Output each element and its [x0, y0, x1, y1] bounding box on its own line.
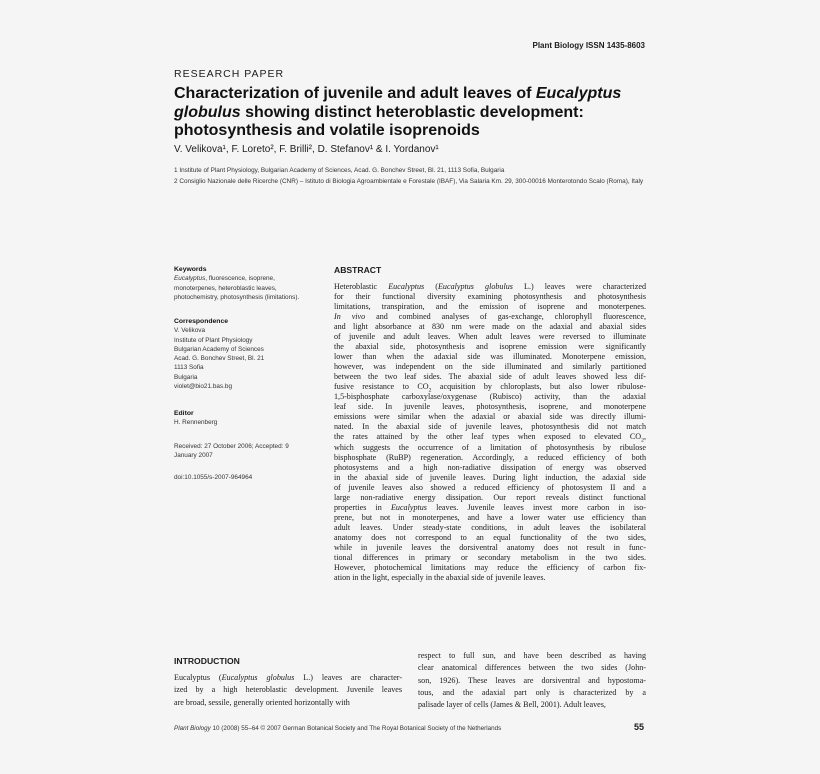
- keyword-text: photochemistry, photosynthesis (limitations).: [174, 293, 300, 301]
- abstract_lines-line: [334, 332, 646, 342]
- footer-run: 10 (2008) 55–64 © 2007 German Botanical Society and The Royal Botanical Society of the Netherlands: [210, 725, 502, 732]
- abstract_lines-line: [334, 372, 646, 382]
- abstract_lines-run: of juvenile leaves also showed a reduced efficiency of photosystem II and a: [334, 482, 646, 492]
- abstract_lines-line: [334, 503, 646, 513]
- abstract_lines-line: [334, 473, 646, 483]
- keyword-text: , fluorescence, isoprene,: [205, 275, 275, 283]
- abstract_lines-run: the abaxial side, photosynthesis and isoprene emission were significantly: [334, 342, 646, 352]
- abstract_lines-line: [334, 312, 646, 322]
- intro_col2-run: respect to full sun, and have been described as having: [418, 651, 646, 660]
- title-species: Eucalyptus globulus: [174, 85, 622, 121]
- abstract_lines-line: [334, 443, 646, 453]
- abstract_lines-line: [334, 292, 646, 302]
- page-number: 55: [634, 722, 645, 732]
- abstract_lines-line: [334, 382, 646, 392]
- abstract_lines-run: limitations, transpiration, and the emission of isoprene and monoterpenes.: [334, 302, 646, 312]
- intro_col1-run: L.) leaves are character-: [294, 673, 403, 682]
- intro_col1-run: are broad, sessile, generally oriented horizontally with: [174, 697, 350, 707]
- abstract_lines-line: [334, 573, 646, 583]
- abstract_lines-run: the rates attained by the other leaf types when exposed to elevated CO: [334, 432, 642, 442]
- abstract_lines-line: [334, 422, 646, 432]
- intro_col2-run: palisade layer of cells (James & Bell, 2001). Adult leaves,: [418, 700, 606, 710]
- abstract_lines-run: and light absorbance at 830 nm were made on the adaxial and abaxial sides: [334, 322, 646, 332]
- abstract_lines-run: ation in the light, especially in the abaxial side of juvenile leaves.: [334, 572, 546, 582]
- abstract_lines-run: tional differences in primary or secondary metabolism in the two sides.: [334, 552, 646, 562]
- correspondence-line: Acad. G. Bonchev Street, Bl. 21: [174, 355, 265, 363]
- intro_col2-run: tous, and the adaxial part only is characterized by a: [418, 687, 646, 697]
- correspondence-line: Bulgarian Academy of Sciences: [174, 345, 264, 353]
- abstract_lines-run: L.) leaves were characterized: [512, 282, 646, 291]
- abstract_lines-run: Heteroblastic: [334, 282, 389, 291]
- abstract_lines-run: adult leaves. Under steady-state conditions, in adult leaves the isobilateral: [334, 522, 646, 532]
- abstract_lines-run: while in juvenile leaves the dorsiventral anatomy does not result in func-: [334, 542, 646, 552]
- section-label: RESEARCH PAPER: [174, 68, 285, 80]
- abstract_lines-run: nated. In the abaxial side of juvenile leaves, photosynthesis did not match: [334, 422, 646, 432]
- abstract_lines-run: acquisition by chloroplasts, but also lower ribulose-: [431, 382, 646, 392]
- correspondence-line: Bulgaria: [174, 373, 198, 381]
- correspondence-list: [174, 326, 324, 391]
- intro_col2-line: [418, 650, 646, 662]
- intro_col2-run: son, 1926). These leaves are dorsiventral and hypostoma-: [418, 675, 646, 685]
- abstract_lines-line: [334, 432, 646, 445]
- editor-heading: Editor: [174, 410, 194, 417]
- correspondence-line: 1113 Sofia: [174, 364, 204, 372]
- intro_col1-line: [174, 672, 402, 684]
- correspondence-block: [174, 317, 324, 391]
- intro-column-1: [174, 672, 402, 709]
- keyword-line: [174, 293, 324, 302]
- editor-block: [174, 409, 324, 428]
- intro_col2-run: clear anatomical differences between the two sides (John-: [418, 663, 646, 673]
- keyword-line: [174, 284, 324, 293]
- correspondence-line: Institute of Plant Physiology: [174, 336, 253, 344]
- affiliation-2: 2 Consiglio Nazionale delle Ricerche (CNR) – Istituto di Biologia Agroambientale e Forestale (IBAF), Via Salaria Km. 29, 300-00016 Monterotondo Scalo (Roma), Italy: [174, 178, 644, 185]
- abstract_lines-line: [334, 352, 646, 362]
- abstract_lines-run: photosystems and a high non-radiative dissipation of energy was observed: [334, 462, 646, 472]
- intro_col1-line: [174, 684, 402, 696]
- abstract_lines-run: emissions were similar when the adaxial or abaxial side was directly illumi-: [334, 412, 646, 422]
- title-part-2: showing distinct heteroblastic development: photosynthesis and volatile isoprenoids: [174, 103, 584, 139]
- received-block: [174, 442, 324, 461]
- abstract_lines-run: however, was independent on the side illuminated and similarly partitioned: [334, 362, 646, 372]
- abstract_lines-line: [334, 453, 646, 463]
- abstract_lines-run: However, photochemical limitations may reduce the efficiency of carbon fix-: [334, 562, 646, 572]
- abstract_lines-line: [334, 392, 646, 402]
- intro_col2-line: [418, 699, 646, 711]
- abstract_lines-run: and combined analyses of gas-exchange, chlorophyll fluorescence,: [365, 312, 646, 322]
- abstract_lines-run: Eucalyptus globulus: [437, 282, 513, 291]
- abstract_lines-line: [334, 513, 646, 523]
- abstract_lines-run: bisphosphate (RuBP) regeneration. Accordingly, a reduced efficiency of both: [334, 452, 646, 462]
- abstract_lines-line: [334, 412, 646, 422]
- abstract_lines-line: [334, 493, 646, 503]
- intro-column-2: [418, 650, 646, 711]
- abstract_lines-run: 2: [641, 438, 644, 445]
- abstract_lines-run: in the abaxial side of juvenile leaves. During light induction, the adaxial side: [334, 472, 646, 482]
- authors: V. Velikova¹, F. Loreto², F. Brilli², D. Stefanov¹ & I. Yordanov¹: [174, 144, 439, 155]
- abstract_lines-run: properties in: [334, 502, 391, 512]
- abstract_lines-line: [334, 342, 646, 352]
- abstract_lines-run: In vivo: [334, 312, 366, 322]
- abstract_lines-line: [334, 553, 646, 563]
- intro_col1-line: [174, 697, 402, 709]
- abstract_lines-run: which suggests the occurrence of a limitation of photosynthesis by ribulose: [334, 442, 646, 452]
- abstract_lines-run: 2: [428, 387, 432, 394]
- keywords-heading: Keywords: [174, 266, 207, 273]
- abstract_lines-run: lower than when the adaxial side was illuminated. Monoterpene emission,: [334, 352, 646, 362]
- abstract_lines-run: between the two leaf sides. The abaxial side of adult leaves showed less dif-: [334, 372, 646, 382]
- abstract_lines-line: [334, 402, 646, 412]
- abstract_lines-run: large non-radiative energy dissipation. Our report reveals distinct functional: [334, 492, 646, 502]
- abstract_lines-line: [334, 322, 646, 332]
- title-part-1: Characterization of juvenile and adult leaves of: [174, 85, 536, 102]
- intro_col1-run: Eucalyptus globulus: [221, 673, 295, 682]
- abstract_lines-run: leaf side. In juvenile leaves, photosynthesis, isoprene, and monoterpene: [334, 402, 646, 412]
- intro_col1-run: ized by a high heteroblastic development. Juvenile leaves: [174, 685, 402, 695]
- abstract-heading: ABSTRACT: [334, 265, 382, 275]
- footer-run: Plant Biology: [174, 725, 211, 732]
- doi: doi:10.1055/s-2007-964964: [174, 474, 253, 481]
- abstract_lines-line: [334, 523, 646, 533]
- correspondence-heading: Correspondence: [174, 318, 229, 325]
- abstract_lines-line: [334, 543, 646, 553]
- abstract_lines-line: [334, 563, 646, 573]
- abstract_lines-line: [334, 533, 646, 543]
- abstract_lines-run: of juvenile and adult leaves. When adult leaves were reversed to illuminate: [334, 332, 646, 342]
- abstract_lines-run: anatomy does not correspond to an equal functionality of the two sides,: [334, 532, 646, 542]
- abstract_lines-run: leaves. Juvenile leaves invest more carbon in iso-: [426, 502, 646, 512]
- abstract_lines-line: [334, 282, 646, 292]
- abstract_lines-run: prene, but not in monoterpenes, and have a lower water use efficiency than: [334, 512, 646, 522]
- abstract_lines-line: [334, 362, 646, 372]
- abstract_lines-run: for their functional diversity examining photosynthesis and photosynthesis: [334, 292, 646, 302]
- abstract_lines-line: [334, 463, 646, 473]
- editor-name: H. Rennenberg: [174, 419, 218, 427]
- paper-title: [174, 85, 654, 141]
- journal-header: Plant Biology ISSN 1435-8603: [532, 41, 645, 50]
- abstract_lines-run: Eucalyptus: [388, 282, 425, 291]
- abstract_lines-run: 1,5-bisphosphate carboxylase/oxygenase (Rubisco) activity, than the adaxial: [334, 392, 646, 402]
- abstract_lines-line: [334, 302, 646, 312]
- intro_col2-line: [418, 675, 646, 687]
- keyword-italic: Eucalyptus: [174, 275, 206, 283]
- abstract_lines-run: (: [424, 282, 438, 291]
- abstract_lines-run: ,: [643, 432, 646, 442]
- received-line-1: Received: 27 October 2006; Accepted: 9: [174, 443, 289, 450]
- received-line-2: January 2007: [174, 452, 213, 460]
- footer-citation: [174, 725, 501, 732]
- affiliation-1: 1 Institute of Plant Physiology, Bulgarian Academy of Sciences, Acad. G. Bonchev Street, Bl. 21, 1113 Sofia, Bulgaria: [174, 167, 505, 174]
- abstract_lines-line: [334, 483, 646, 493]
- keywords-list: [174, 274, 324, 302]
- correspondence-line: V. Velikova: [174, 327, 206, 335]
- introduction-heading: INTRODUCTION: [174, 656, 240, 666]
- abstract-text: [334, 282, 646, 583]
- intro_col2-line: [418, 687, 646, 699]
- keywords-block: [174, 265, 324, 302]
- keyword-text: monoterpenes, heteroblastic leaves,: [174, 284, 277, 292]
- correspondence-email: violet@bio21.bas.bg: [174, 383, 233, 391]
- abstract_lines-run: Eucalyptus: [390, 502, 427, 512]
- intro_col2-line: [418, 662, 646, 674]
- keyword-line: [174, 274, 324, 283]
- intro_col1-run: Eucalyptus (: [174, 673, 222, 682]
- abstract_lines-run: fusive resistance to CO: [334, 382, 429, 392]
